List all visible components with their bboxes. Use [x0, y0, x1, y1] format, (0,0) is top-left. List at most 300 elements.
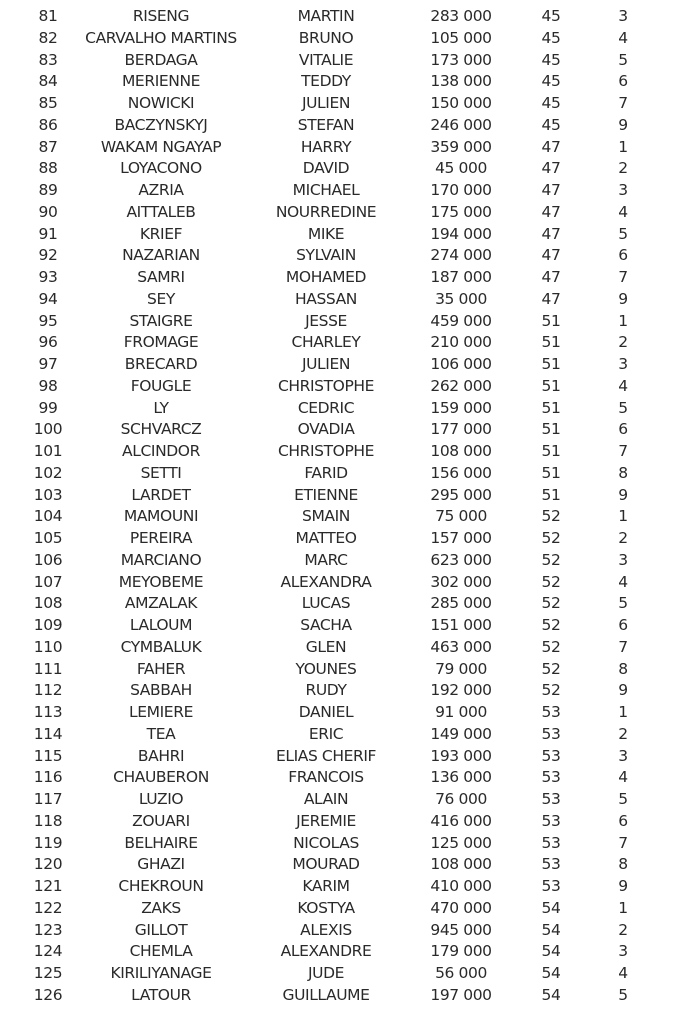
table-row: [0, 202, 683, 224]
first-name-cell: NOURREDINE: [275, 202, 377, 221]
first-name-cell: MOURAD: [292, 855, 360, 874]
first-name-cell: DANIEL: [298, 703, 354, 721]
ranking-table: [0, 6, 683, 1007]
group-cell: 53: [541, 855, 561, 874]
rank-cell: 112: [33, 681, 63, 700]
table-row: [0, 593, 683, 615]
last-name-cell: FROMAGE: [123, 333, 199, 352]
amount-cell: 156 000: [430, 463, 492, 482]
last-name-cell: CHEMLA: [129, 942, 193, 961]
group-cell: 53: [541, 724, 561, 743]
amount-cell: 197 000: [430, 985, 492, 1004]
position-cell: 7: [618, 94, 628, 112]
position-cell: 9: [618, 877, 628, 895]
rank-cell: 113: [33, 703, 63, 721]
position-cell: 2: [618, 920, 628, 939]
group-cell: 47: [541, 246, 561, 265]
amount-cell: 125 000: [430, 833, 492, 852]
table-row: [0, 724, 683, 746]
group-cell: 53: [541, 877, 561, 895]
rank-cell: 106: [33, 550, 63, 569]
group-cell: 47: [541, 224, 561, 243]
rank-cell: 110: [33, 637, 63, 656]
first-name-cell: ETIENNE: [294, 485, 358, 504]
first-name-cell: CHRISTOPHE: [277, 376, 375, 395]
table-row: [0, 28, 683, 50]
last-name-cell: CHEKROUN: [118, 877, 204, 895]
group-cell: 45: [541, 115, 561, 134]
position-cell: 2: [618, 333, 628, 352]
last-name-cell: LARDET: [131, 485, 191, 504]
amount-cell: 105 000: [430, 28, 492, 47]
position-cell: 3: [618, 942, 628, 961]
first-name-cell: SMAIN: [302, 507, 350, 526]
first-name-cell: NICOLAS: [293, 833, 359, 852]
first-name-cell: JUDE: [307, 964, 345, 982]
first-name-cell: FARID: [304, 463, 348, 482]
rank-cell: 87: [38, 137, 58, 156]
position-cell: 5: [618, 985, 628, 1004]
amount-cell: 410 000: [430, 877, 492, 895]
last-name-cell: CARVALHO MARTINS: [85, 28, 237, 47]
first-name-cell: ALEXANDRE: [280, 942, 372, 961]
table-row: [0, 354, 683, 376]
group-cell: 51: [541, 311, 561, 330]
last-name-cell: AMZALAK: [124, 594, 198, 613]
first-name-cell: MARC: [304, 550, 348, 569]
amount-cell: 149 000: [430, 724, 492, 743]
group-cell: 45: [541, 72, 561, 91]
last-name-cell: SABBAH: [130, 681, 192, 700]
rank-cell: 94: [38, 289, 58, 308]
table-row: [0, 615, 683, 637]
first-name-cell: MOHAMED: [285, 268, 367, 286]
position-cell: 4: [618, 202, 628, 221]
table-row: [0, 789, 683, 811]
table-row: [0, 833, 683, 855]
rank-cell: 96: [38, 333, 58, 352]
amount-cell: 945 000: [430, 920, 492, 939]
table-row: [0, 289, 683, 311]
last-name-cell: LALOUM: [129, 616, 193, 634]
rank-cell: 101: [33, 442, 63, 460]
table-row: [0, 746, 683, 768]
group-cell: 47: [541, 137, 561, 156]
first-name-cell: LUCAS: [301, 594, 351, 613]
first-name-cell: DAVID: [302, 159, 350, 178]
amount-cell: 359 000: [430, 137, 492, 156]
first-name-cell: RUDY: [305, 681, 347, 700]
last-name-cell: AITTALEB: [126, 202, 196, 221]
position-cell: 8: [618, 659, 628, 678]
group-cell: 47: [541, 268, 561, 286]
rank-cell: 121: [33, 877, 63, 895]
rank-cell: 91: [38, 224, 58, 243]
table-row: [0, 637, 683, 659]
table-row: [0, 876, 683, 898]
position-cell: 2: [618, 724, 628, 743]
amount-cell: 194 000: [430, 224, 492, 243]
table-row: [0, 6, 683, 28]
table-row: [0, 137, 683, 159]
table-row: [0, 680, 683, 702]
first-name-cell: OVADIA: [297, 420, 355, 439]
group-cell: 51: [541, 485, 561, 504]
position-cell: 9: [618, 681, 628, 700]
first-name-cell: YOUNES: [295, 659, 357, 678]
rank-cell: 125: [33, 964, 63, 982]
position-cell: 8: [618, 463, 628, 482]
position-cell: 3: [618, 550, 628, 569]
group-cell: 52: [541, 637, 561, 656]
last-name-cell: LY: [153, 398, 169, 417]
rank-cell: 119: [33, 833, 63, 852]
amount-cell: 283 000: [430, 7, 492, 25]
table-row: [0, 245, 683, 267]
last-name-cell: BERDAGA: [124, 50, 198, 69]
last-name-cell: KIRILIYANAGE: [110, 964, 212, 982]
position-cell: 7: [618, 442, 628, 460]
first-name-cell: HASSAN: [294, 289, 358, 308]
rank-cell: 122: [33, 898, 63, 917]
last-name-cell: STAIGRE: [129, 311, 193, 330]
group-cell: 45: [541, 7, 561, 25]
group-cell: 51: [541, 376, 561, 395]
table-row: [0, 311, 683, 333]
position-cell: 4: [618, 28, 628, 47]
rank-cell: 108: [33, 594, 63, 613]
table-row: [0, 180, 683, 202]
last-name-cell: PEREIRA: [129, 529, 193, 547]
first-name-cell: MIKE: [307, 224, 345, 243]
amount-cell: 463 000: [430, 637, 492, 656]
amount-cell: 56 000: [435, 964, 487, 982]
amount-cell: 246 000: [430, 115, 492, 134]
first-name-cell: CHARLEY: [291, 333, 361, 352]
first-name-cell: MICHAEL: [292, 181, 360, 199]
amount-cell: 302 000: [430, 572, 492, 591]
last-name-cell: NOWICKI: [127, 94, 195, 112]
group-cell: 51: [541, 442, 561, 460]
amount-cell: 262 000: [430, 376, 492, 395]
last-name-cell: GILLOT: [134, 920, 188, 939]
table-row: [0, 419, 683, 441]
position-cell: 3: [618, 355, 628, 373]
position-cell: 1: [618, 703, 628, 721]
position-cell: 3: [618, 746, 628, 765]
first-name-cell: ALEXIS: [300, 920, 352, 939]
group-cell: 51: [541, 398, 561, 417]
position-cell: 6: [618, 616, 628, 634]
table-row: [0, 811, 683, 833]
amount-cell: 108 000: [430, 442, 492, 460]
group-cell: 54: [541, 942, 561, 961]
table-row: [0, 398, 683, 420]
table-row: [0, 441, 683, 463]
amount-cell: 108 000: [430, 855, 492, 874]
position-cell: 7: [618, 637, 628, 656]
group-cell: 47: [541, 289, 561, 308]
group-cell: 54: [541, 898, 561, 917]
last-name-cell: AZRIA: [138, 181, 184, 199]
rank-cell: 115: [33, 746, 63, 765]
first-name-cell: JULIEN: [301, 94, 351, 112]
first-name-cell: ERIC: [308, 724, 344, 743]
last-name-cell: BAHRI: [137, 746, 185, 765]
amount-cell: 173 000: [430, 50, 492, 69]
last-name-cell: FAHER: [136, 659, 186, 678]
rank-cell: 89: [38, 181, 58, 199]
rank-cell: 88: [38, 159, 58, 178]
table-row: [0, 267, 683, 289]
first-name-cell: CHRISTOPHE: [277, 442, 375, 460]
last-name-cell: MERIENNE: [121, 72, 201, 91]
last-name-cell: MARCIANO: [120, 550, 202, 569]
last-name-cell: TEA: [146, 724, 176, 743]
amount-cell: 76 000: [435, 790, 487, 808]
rank-cell: 117: [33, 790, 63, 808]
last-name-cell: NAZARIAN: [122, 246, 200, 265]
table-row: [0, 985, 683, 1007]
position-cell: 1: [618, 507, 628, 526]
rank-cell: 109: [33, 616, 63, 634]
amount-cell: 170 000: [430, 181, 492, 199]
table-row: [0, 767, 683, 789]
last-name-cell: CYMBALUK: [120, 637, 202, 656]
rank-cell: 111: [33, 659, 63, 678]
amount-cell: 470 000: [430, 898, 492, 917]
group-cell: 53: [541, 811, 561, 830]
table-row: [0, 463, 683, 485]
group-cell: 52: [541, 572, 561, 591]
amount-cell: 79 000: [435, 659, 487, 678]
group-cell: 53: [541, 768, 561, 787]
rank-cell: 81: [38, 7, 58, 25]
amount-cell: 159 000: [430, 398, 492, 417]
last-name-cell: LATOUR: [131, 985, 191, 1004]
rank-cell: 84: [38, 72, 58, 91]
position-cell: 9: [618, 485, 628, 504]
group-cell: 53: [541, 790, 561, 808]
amount-cell: 179 000: [430, 942, 492, 961]
first-name-cell: FRANCOIS: [288, 768, 364, 787]
last-name-cell: MAMOUNI: [123, 507, 199, 526]
rank-cell: 98: [38, 376, 58, 395]
first-name-cell: HARRY: [300, 137, 352, 156]
table-row: [0, 920, 683, 942]
rank-cell: 105: [33, 529, 63, 547]
position-cell: 4: [618, 376, 628, 395]
first-name-cell: JEREMIE: [296, 811, 356, 830]
position-cell: 5: [618, 398, 628, 417]
last-name-cell: GHAZI: [137, 855, 185, 874]
table-row: [0, 898, 683, 920]
position-cell: 1: [618, 898, 628, 917]
rank-cell: 83: [38, 50, 58, 69]
table-row: [0, 224, 683, 246]
first-name-cell: ALEXANDRA: [280, 572, 372, 591]
last-name-cell: MEYOBEME: [118, 572, 204, 591]
table-row: [0, 702, 683, 724]
position-cell: 5: [618, 50, 628, 69]
group-cell: 52: [541, 659, 561, 678]
first-name-cell: CEDRIC: [297, 398, 355, 417]
table-row: [0, 485, 683, 507]
position-cell: 2: [618, 529, 628, 547]
amount-cell: 136 000: [430, 768, 492, 787]
rank-cell: 99: [38, 398, 58, 417]
rank-cell: 126: [33, 985, 63, 1004]
group-cell: 51: [541, 420, 561, 439]
group-cell: 53: [541, 703, 561, 721]
position-cell: 5: [618, 790, 628, 808]
group-cell: 51: [541, 355, 561, 373]
group-cell: 47: [541, 159, 561, 178]
rank-cell: 116: [33, 768, 63, 787]
amount-cell: 295 000: [430, 485, 492, 504]
amount-cell: 75 000: [435, 507, 487, 526]
rank-cell: 92: [38, 246, 58, 265]
rank-cell: 124: [33, 942, 63, 961]
amount-cell: 210 000: [430, 333, 492, 352]
last-name-cell: LUZIO: [138, 790, 184, 808]
last-name-cell: LEMIERE: [129, 703, 193, 721]
first-name-cell: KARIM: [302, 877, 350, 895]
last-name-cell: BACZYNSKYJ: [114, 115, 208, 134]
group-cell: 54: [541, 964, 561, 982]
rank-cell: 104: [33, 507, 63, 526]
rank-cell: 85: [38, 94, 58, 112]
amount-cell: 150 000: [430, 94, 492, 112]
rank-cell: 97: [38, 355, 58, 373]
amount-cell: 416 000: [430, 811, 492, 830]
table-row: [0, 93, 683, 115]
position-cell: 6: [618, 246, 628, 265]
table-row: [0, 854, 683, 876]
position-cell: 3: [618, 7, 628, 25]
table-row: [0, 941, 683, 963]
amount-cell: 106 000: [430, 355, 492, 373]
rank-cell: 118: [33, 811, 63, 830]
position-cell: 3: [618, 181, 628, 199]
amount-cell: 274 000: [430, 246, 492, 265]
first-name-cell: SACHA: [300, 616, 352, 634]
amount-cell: 177 000: [430, 420, 492, 439]
table-row: [0, 659, 683, 681]
rank-cell: 123: [33, 920, 63, 939]
amount-cell: 193 000: [430, 746, 492, 765]
position-cell: 5: [618, 224, 628, 243]
first-name-cell: JESSE: [305, 311, 347, 330]
amount-cell: 138 000: [430, 72, 492, 91]
last-name-cell: LOYACONO: [120, 159, 202, 178]
rank-cell: 90: [38, 202, 58, 221]
position-cell: 1: [618, 311, 628, 330]
first-name-cell: STEFAN: [297, 115, 355, 134]
group-cell: 52: [541, 507, 561, 526]
first-name-cell: BRUNO: [298, 28, 354, 47]
first-name-cell: MARTIN: [297, 7, 355, 25]
position-cell: 6: [618, 420, 628, 439]
table-row: [0, 572, 683, 594]
table-row: [0, 115, 683, 137]
last-name-cell: SCHVARCZ: [120, 420, 202, 439]
first-name-cell: SYLVAIN: [296, 246, 356, 265]
rank-cell: 114: [33, 724, 63, 743]
last-name-cell: BELHAIRE: [124, 833, 198, 852]
position-cell: 6: [618, 811, 628, 830]
table-row: [0, 550, 683, 572]
amount-cell: 151 000: [430, 616, 492, 634]
group-cell: 52: [541, 681, 561, 700]
last-name-cell: FOUGLE: [130, 376, 192, 395]
position-cell: 2: [618, 159, 628, 178]
last-name-cell: ZAKS: [141, 898, 181, 917]
position-cell: 9: [618, 289, 628, 308]
rank-cell: 82: [38, 28, 58, 47]
group-cell: 45: [541, 50, 561, 69]
last-name-cell: SEY: [147, 289, 175, 308]
table-row: [0, 963, 683, 985]
position-cell: 6: [618, 72, 628, 91]
group-cell: 52: [541, 550, 561, 569]
amount-cell: 175 000: [430, 202, 492, 221]
first-name-cell: ELIAS CHERIF: [275, 746, 377, 765]
rank-cell: 107: [33, 572, 63, 591]
rank-cell: 100: [33, 420, 63, 439]
group-cell: 47: [541, 202, 561, 221]
position-cell: 5: [618, 594, 628, 613]
first-name-cell: ALAIN: [303, 790, 349, 808]
position-cell: 7: [618, 268, 628, 286]
group-cell: 52: [541, 616, 561, 634]
group-cell: 52: [541, 529, 561, 547]
last-name-cell: ALCINDOR: [122, 442, 200, 460]
table-row: [0, 528, 683, 550]
first-name-cell: VITALIE: [298, 50, 354, 69]
amount-cell: 192 000: [430, 681, 492, 700]
first-name-cell: GLEN: [305, 637, 347, 656]
amount-cell: 157 000: [430, 529, 492, 547]
table-row: [0, 158, 683, 180]
rank-cell: 120: [33, 855, 63, 874]
group-cell: 54: [541, 985, 561, 1004]
table-row: [0, 50, 683, 72]
table-row: [0, 506, 683, 528]
last-name-cell: RISENG: [132, 7, 190, 25]
last-name-cell: WAKAM NGAYAP: [100, 137, 222, 156]
group-cell: 54: [541, 920, 561, 939]
last-name-cell: SAMRI: [137, 268, 185, 286]
position-cell: 1: [618, 137, 628, 156]
group-cell: 51: [541, 333, 561, 352]
first-name-cell: KOSTYA: [297, 898, 355, 917]
group-cell: 52: [541, 594, 561, 613]
rank-cell: 102: [33, 463, 63, 482]
rank-cell: 103: [33, 485, 63, 504]
group-cell: 51: [541, 463, 561, 482]
last-name-cell: KRIEF: [139, 224, 183, 243]
amount-cell: 35 000: [435, 289, 487, 308]
last-name-cell: CHAUBERON: [113, 768, 209, 787]
group-cell: 53: [541, 746, 561, 765]
position-cell: 8: [618, 855, 628, 874]
last-name-cell: BRECARD: [124, 355, 198, 373]
table-row: [0, 376, 683, 398]
amount-cell: 285 000: [430, 594, 492, 613]
position-cell: 4: [618, 768, 628, 787]
amount-cell: 45 000: [435, 159, 487, 178]
